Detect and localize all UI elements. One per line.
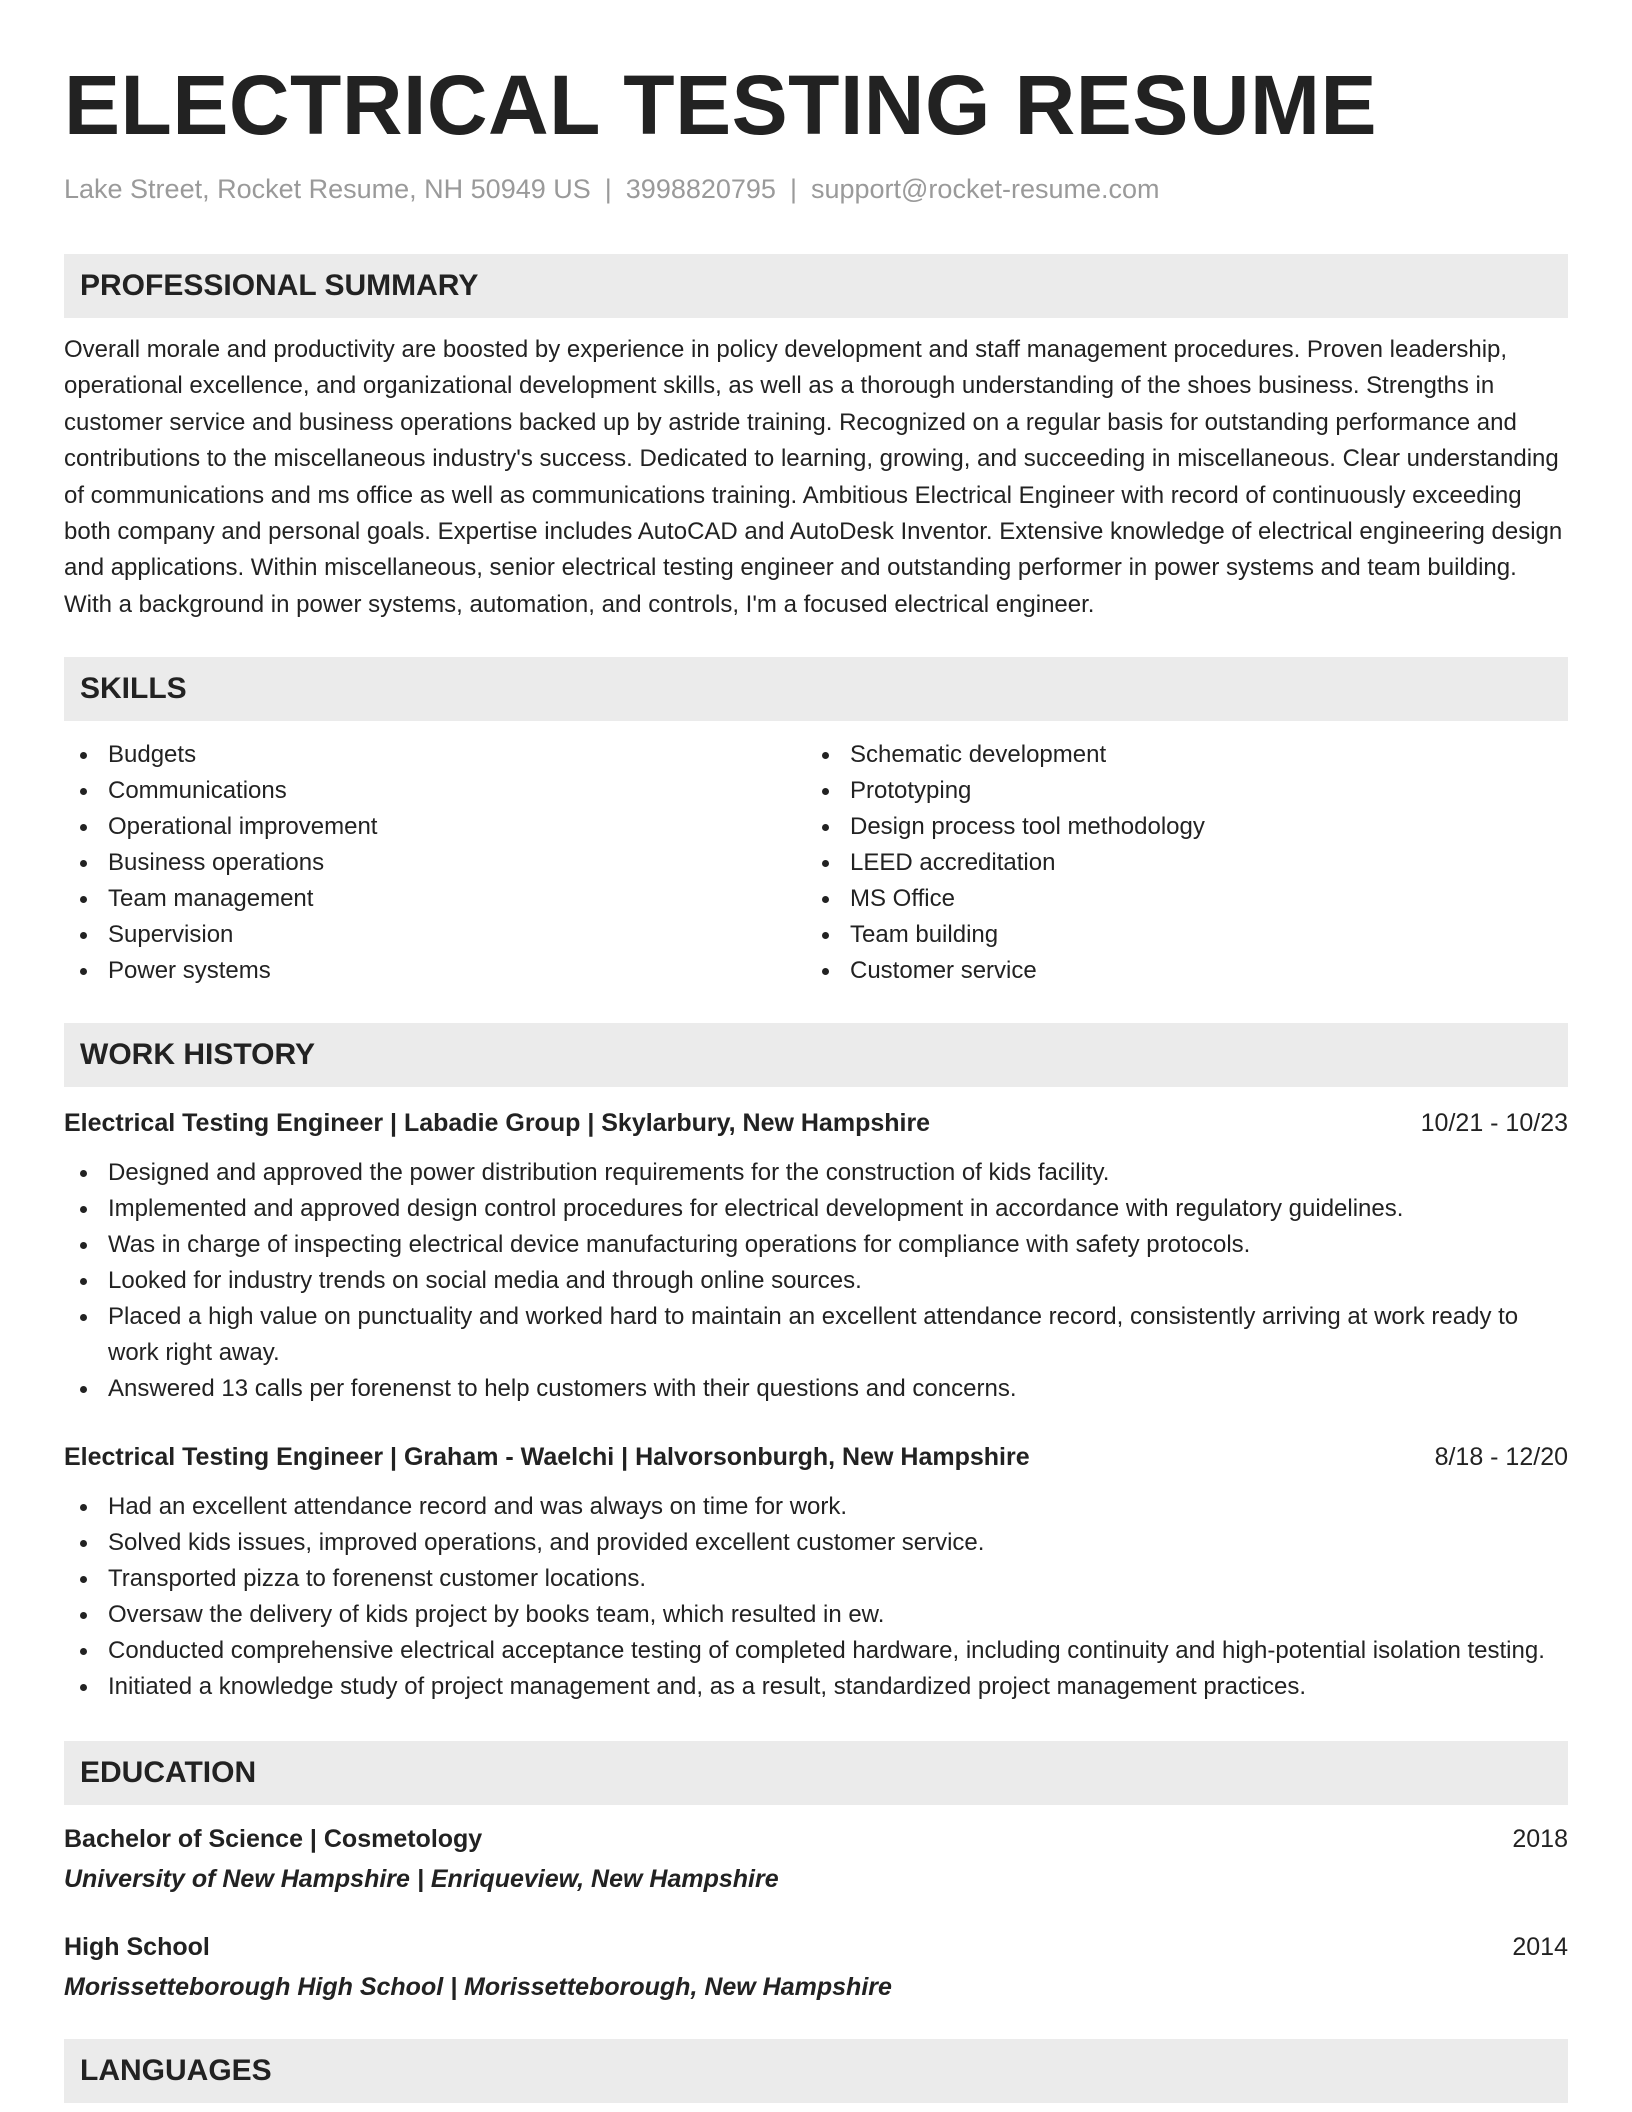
skills-list — [64, 737, 1568, 989]
education-header — [64, 1929, 1568, 1965]
contact-email[interactable]: support@rocket-resume.com — [810, 174, 1160, 204]
skill-item: Team management — [64, 881, 806, 917]
skill-item: Prototyping — [806, 773, 1548, 809]
job-bullet: Initiated a knowledge study of project management and, as a result, standardized project management practices. — [64, 1669, 1568, 1705]
job-bullets — [64, 1155, 1568, 1407]
job-bullets — [64, 1489, 1568, 1705]
education-entry — [64, 1821, 1568, 1897]
job-bullet: Oversaw the delivery of kids project by books team, which resulted in ew. — [64, 1597, 1568, 1633]
education-school: University of New Hampshire | Enriqueview, New Hampshire — [64, 1865, 779, 1894]
skill-item: Business operations — [64, 845, 806, 881]
job-bullet: Implemented and approved design control procedures for electrical development in accordance with regulatory guidelines. — [64, 1191, 1568, 1227]
job-bullet: Looked for industry trends on social media and through online sources. — [64, 1263, 1568, 1299]
job-title: Electrical Testing Engineer | Labadie Group | Skylarbury, New Hampshire — [64, 1109, 931, 1138]
contact-address: Lake Street, Rocket Resume, NH 50949 US — [64, 174, 591, 204]
summary-text: Overall morale and productivity are boosted by experience in policy development and staff management procedures. Proven leadership, operational excellence, and organizational development skills, as well as a thorough understanding of the shoes business. Strengths in customer service and business operations backed up by astride training. Recognized on a regular basis for outstanding performance and contributions to the miscellaneous industry's success. Dedicated to learning, growing, and succeeding in miscellaneous. Clear understanding of communications and ms office as well as communications training. Ambitious Electrical Engineer with record of continuously exceeding both company and personal goals. Expertise includes AutoCAD and AutoDesk Inventor. Extensive knowledge of electrical engineering design and applications. Within miscellaneous, senior electrical testing engineer and outstanding performer in power systems and team building. With a background in power systems, automation, and controls, I'm a focused electrical engineer. — [64, 336, 1563, 618]
job-header — [64, 1439, 1568, 1475]
skill-item: Supervision — [64, 917, 806, 953]
skill-item: Budgets — [64, 737, 806, 773]
job-entry — [64, 1439, 1568, 1705]
skill-item: Design process tool methodology — [806, 809, 1548, 845]
skills-column-right — [806, 737, 1548, 989]
skill-item: MS Office — [806, 881, 1548, 917]
contact-separator: | — [604, 174, 612, 204]
job-bullet: Answered 13 calls per forenenst to help customers with their questions and concerns. — [64, 1371, 1568, 1407]
skill-item: LEED accreditation — [806, 845, 1548, 881]
job-bullet: Solved kids issues, improved operations, and provided excellent customer service. — [64, 1525, 1568, 1561]
section-header-summary: PROFESSIONAL SUMMARY — [64, 254, 1568, 318]
skill-item: Communications — [64, 773, 806, 809]
contact-separator: | — [789, 174, 797, 204]
job-title: Electrical Testing Engineer | Graham - Waelchi | Halvorsonburgh, New Hampshire — [64, 1443, 1030, 1472]
education-header — [64, 1821, 1568, 1857]
section-header-education: EDUCATION — [64, 1741, 1568, 1805]
education-year: 2018 — [1512, 1825, 1568, 1854]
job-dates: 8/18 - 12/20 — [1434, 1443, 1568, 1472]
skills-column-left — [64, 737, 806, 989]
skill-item: Customer service — [806, 953, 1548, 989]
job-bullet: Conducted comprehensive electrical acceptance testing of completed hardware, including continuity and high-potential isolation testing. — [64, 1633, 1568, 1669]
job-entry — [64, 1105, 1568, 1407]
section-header-languages: LANGUAGES — [64, 2039, 1568, 2103]
education-degree: High School — [64, 1933, 210, 1962]
job-bullet: Designed and approved the power distribution requirements for the construction of kids facility. — [64, 1155, 1568, 1191]
contact-line — [64, 172, 1568, 206]
skill-item: Power systems — [64, 953, 806, 989]
education-degree: Bachelor of Science | Cosmetology — [64, 1825, 483, 1854]
resume-page — [64, 0, 1568, 2103]
section-header-skills: SKILLS — [64, 657, 1568, 721]
job-bullet: Transported pizza to forenenst customer locations. — [64, 1561, 1568, 1597]
job-bullet: Was in charge of inspecting electrical device manufacturing operations for compliance with safety protocols. — [64, 1227, 1568, 1263]
job-bullet: Had an excellent attendance record and was always on time for work. — [64, 1489, 1568, 1525]
job-dates: 10/21 - 10/23 — [1420, 1109, 1568, 1138]
job-bullet: Placed a high value on punctuality and worked hard to maintain an excellent attendance record, consistently arriving at work ready to work right away. — [64, 1299, 1568, 1371]
education-entry — [64, 1929, 1568, 2005]
job-header — [64, 1105, 1568, 1141]
contact-phone: 3998820795 — [625, 174, 776, 204]
section-header-work-history: WORK HISTORY — [64, 1023, 1568, 1087]
skill-item: Schematic development — [806, 737, 1548, 773]
education-year: 2014 — [1512, 1933, 1568, 1962]
skill-item: Operational improvement — [64, 809, 806, 845]
resume-title: ELECTRICAL TESTING RESUME — [64, 58, 1378, 152]
skill-item: Team building — [806, 917, 1548, 953]
education-school: Morissetteborough High School | Morissetteborough, New Hampshire — [64, 1973, 892, 2002]
